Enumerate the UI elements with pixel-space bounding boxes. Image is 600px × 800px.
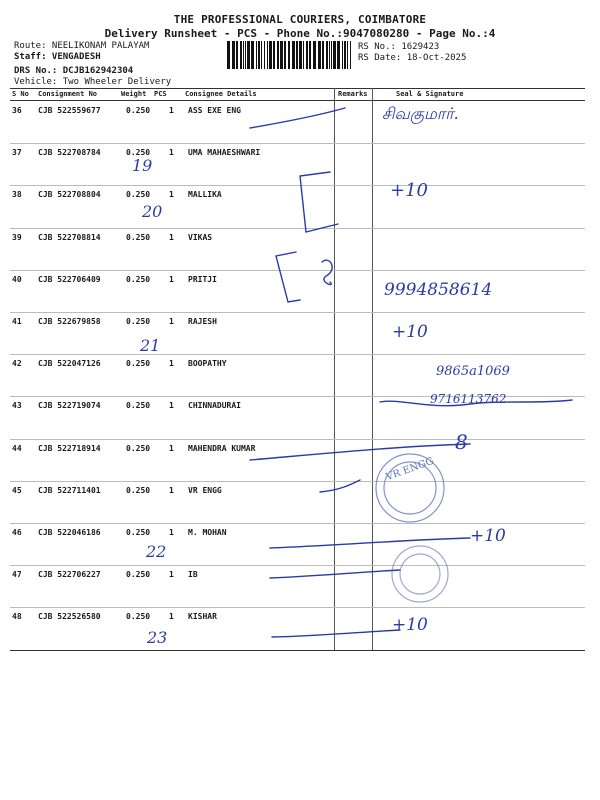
- barcode-bar: [232, 41, 235, 69]
- barcode-bar: [333, 41, 336, 69]
- cell-pcs: 1: [169, 274, 174, 284]
- cell-consignee: CHINNADURAI: [188, 401, 241, 411]
- cell-sno: 44: [12, 443, 22, 453]
- runsheet-subtitle: Delivery Runsheet - PCS - Phone No.:9047080280 - Page No.:4: [104, 27, 496, 40]
- cell-sno: 47: [12, 570, 22, 580]
- cell-sno: 43: [12, 401, 22, 411]
- barcode-bar: [303, 41, 304, 69]
- barcode-bar: [342, 41, 343, 69]
- barcode-bar: [318, 41, 321, 69]
- cell-consignee: PRITJI: [188, 274, 217, 284]
- cell-consignment: CJB 522706227: [38, 570, 101, 580]
- row-separator: [10, 312, 585, 313]
- cell-sno: 40: [12, 274, 22, 284]
- barcode-bar: [306, 41, 308, 69]
- barcode-bar: [322, 41, 324, 69]
- table-row: [10, 565, 585, 608]
- cell-consignment: CJB 522718914: [38, 443, 101, 453]
- table-bottom-rule: [10, 650, 585, 651]
- table-row: [10, 607, 585, 650]
- cell-weight: 0.250: [126, 190, 151, 200]
- barcode-bar: [329, 41, 330, 69]
- cell-sno: 38: [12, 190, 22, 200]
- cell-sno: 41: [12, 317, 22, 326]
- cell-weight: 0.250: [126, 485, 151, 495]
- barcode-bar: [227, 41, 230, 69]
- cell-sno: 42: [12, 359, 22, 369]
- handwritten-count: 22: [146, 542, 167, 561]
- cell-sno: 39: [12, 232, 22, 242]
- barcode-bar: [331, 41, 332, 69]
- table-row: [10, 481, 585, 524]
- cell-consignee: ASS EXE ENG: [188, 106, 241, 115]
- cell-consignment: CJB 522719074: [38, 401, 101, 411]
- barcode-bar: [344, 41, 346, 69]
- cell-sno: 45: [12, 485, 22, 495]
- row-separator: [10, 523, 585, 524]
- handwritten-signature: 9865a1069: [436, 364, 510, 379]
- barcode-bar: [236, 41, 238, 69]
- cell-consignee: KISHAR: [188, 612, 217, 622]
- cell-consignee: UMA MAHAESHWARI: [188, 148, 261, 158]
- cell-pcs: 1: [169, 106, 174, 115]
- drs-label: DRS No.: DCJB162942304: [14, 66, 134, 76]
- row-separator: [10, 481, 585, 482]
- cell-consignee: M. MOHAN: [188, 528, 227, 537]
- handwritten-count: 20: [142, 202, 163, 221]
- handwritten-signature: 8: [455, 430, 468, 454]
- table-header: [10, 89, 585, 100]
- handwritten-signature: 9716113762: [430, 392, 507, 406]
- cell-consignment: CJB 522708804: [38, 190, 101, 200]
- cell-pcs: 1: [169, 359, 174, 369]
- cell-consignee: IB: [188, 570, 198, 580]
- vehicle-label: Vehicle: Two Wheeler Delivery: [14, 77, 172, 87]
- barcode-bar: [269, 41, 272, 69]
- row-separator: [10, 565, 585, 566]
- barcode-bar: [256, 41, 257, 69]
- barcode-bar: [296, 41, 298, 69]
- barcode-bar: [313, 41, 316, 69]
- barcode-bar: [273, 41, 275, 69]
- table-row: [10, 185, 585, 228]
- cell-consignment: CJB 522708814: [38, 232, 101, 242]
- handwritten-signature: சிவகுமார்.: [382, 104, 459, 123]
- cell-pcs: 1: [169, 232, 174, 242]
- row-separator: [10, 439, 585, 440]
- barcode-bar: [251, 41, 254, 69]
- col-sno: S No: [12, 90, 29, 98]
- cell-consignment: CJB 522046186: [38, 528, 101, 537]
- handwritten-count: 21: [140, 336, 161, 355]
- cell-consignment: CJB 522679858: [38, 317, 101, 326]
- barcode-bar: [309, 41, 311, 69]
- cell-weight: 0.250: [126, 106, 151, 115]
- row-separator: [10, 270, 585, 271]
- cell-weight: 0.250: [126, 317, 151, 326]
- barcode-bar: [261, 41, 262, 69]
- cell-pcs: 1: [169, 401, 174, 411]
- barcode-bar: [264, 41, 265, 69]
- handwritten-signature: +10: [470, 526, 506, 546]
- cell-consignee: VIKAS: [188, 232, 213, 242]
- handwritten-signature: +10: [390, 180, 428, 201]
- barcode-bar: [299, 41, 302, 69]
- cell-weight: 0.250: [126, 612, 151, 622]
- cell-weight: 0.250: [126, 401, 151, 411]
- cell-pcs: 1: [169, 148, 174, 158]
- barcode-bar: [284, 41, 286, 69]
- barcode-bar: [292, 41, 295, 69]
- cell-weight: 0.250: [126, 232, 151, 242]
- cell-consignment: CJB 522706409: [38, 274, 101, 284]
- row-separator: [10, 228, 585, 229]
- barcode-bar: [326, 41, 328, 69]
- row-separator: [10, 143, 585, 144]
- handwritten-signature: +10: [392, 615, 428, 635]
- cell-weight: 0.250: [126, 148, 151, 158]
- cell-pcs: 1: [169, 528, 174, 537]
- cell-weight: 0.250: [126, 528, 151, 537]
- barcode-bar: [280, 41, 283, 69]
- barcode-bar: [258, 41, 260, 69]
- staff-label: Staff: VENGADESH: [14, 52, 101, 62]
- row-separator: [10, 354, 585, 355]
- cell-pcs: 1: [169, 190, 174, 200]
- cell-consignment: CJB 522711401: [38, 485, 101, 495]
- barcode-bar: [240, 41, 242, 69]
- col-remarks: Remarks: [338, 90, 368, 98]
- handwritten-signature: +10: [392, 322, 428, 342]
- rs-number: RS No.: 1629423: [358, 42, 440, 52]
- cell-sno: 46: [12, 528, 22, 537]
- col-pcs: PCS: [154, 90, 167, 98]
- row-separator: [10, 185, 585, 186]
- col-signature: Seal & Signature: [396, 90, 464, 98]
- cell-sno: 48: [12, 612, 22, 622]
- table-row: [10, 270, 585, 313]
- barcode-bar: [245, 41, 246, 69]
- barcode-bar: [243, 41, 244, 69]
- route-label: Route: NEELIKONAM PALAYAM: [14, 41, 150, 51]
- cell-pcs: 1: [169, 443, 174, 453]
- cell-pcs: 1: [169, 317, 174, 326]
- barcode-bar: [337, 41, 340, 69]
- cell-consignee: BOOPATHY: [188, 359, 227, 369]
- barcode: [227, 41, 355, 69]
- handwritten-count: 19: [132, 156, 153, 175]
- col-consignee: Consignee Details: [185, 90, 257, 98]
- row-separator: [10, 607, 585, 608]
- cell-weight: 0.250: [126, 443, 151, 453]
- cell-pcs: 1: [169, 485, 174, 495]
- cell-consignment: CJB 522708784: [38, 148, 101, 158]
- cell-consignee: VR ENGG: [188, 485, 222, 495]
- table-row: [10, 312, 585, 355]
- barcode-bar: [247, 41, 250, 69]
- table-row: [10, 228, 585, 271]
- barcode-bar: [288, 41, 290, 69]
- barcode-bar: [267, 41, 268, 69]
- table-row: [10, 143, 585, 186]
- table-row: [10, 439, 585, 482]
- cell-pcs: 1: [169, 612, 174, 622]
- barcode-bar: [347, 41, 348, 69]
- cell-consignee: MAHENDRA KUMAR: [188, 443, 256, 453]
- company-title: THE PROFESSIONAL COURIERS, COIMBATORE: [173, 13, 427, 26]
- handwritten-signature: 9994858614: [384, 280, 493, 300]
- rs-date: RS Date: 18-Oct-2025: [358, 53, 467, 63]
- col-weight: Weight: [121, 90, 147, 98]
- handwritten-signature: VR ENGG: [384, 455, 436, 484]
- cell-consignment: CJB 522526580: [38, 612, 101, 622]
- cell-consignment: CJB 522559677: [38, 106, 101, 115]
- table-row: [10, 101, 585, 144]
- cell-consignment: CJB 522047126: [38, 359, 101, 369]
- cell-sno: 37: [12, 148, 22, 158]
- cell-consignee: RAJESH: [188, 317, 217, 326]
- cell-weight: 0.250: [126, 570, 151, 580]
- handwritten-count: 23: [147, 628, 168, 647]
- barcode-bar: [277, 41, 279, 69]
- barcode-bar: [350, 41, 351, 69]
- cell-pcs: 1: [169, 570, 174, 580]
- col-consignment: Consignment No: [38, 90, 98, 98]
- cell-consignee: MALLIKA: [188, 190, 222, 200]
- cell-weight: 0.250: [126, 274, 151, 284]
- cell-sno: 36: [12, 106, 22, 115]
- cell-weight: 0.250: [126, 359, 151, 369]
